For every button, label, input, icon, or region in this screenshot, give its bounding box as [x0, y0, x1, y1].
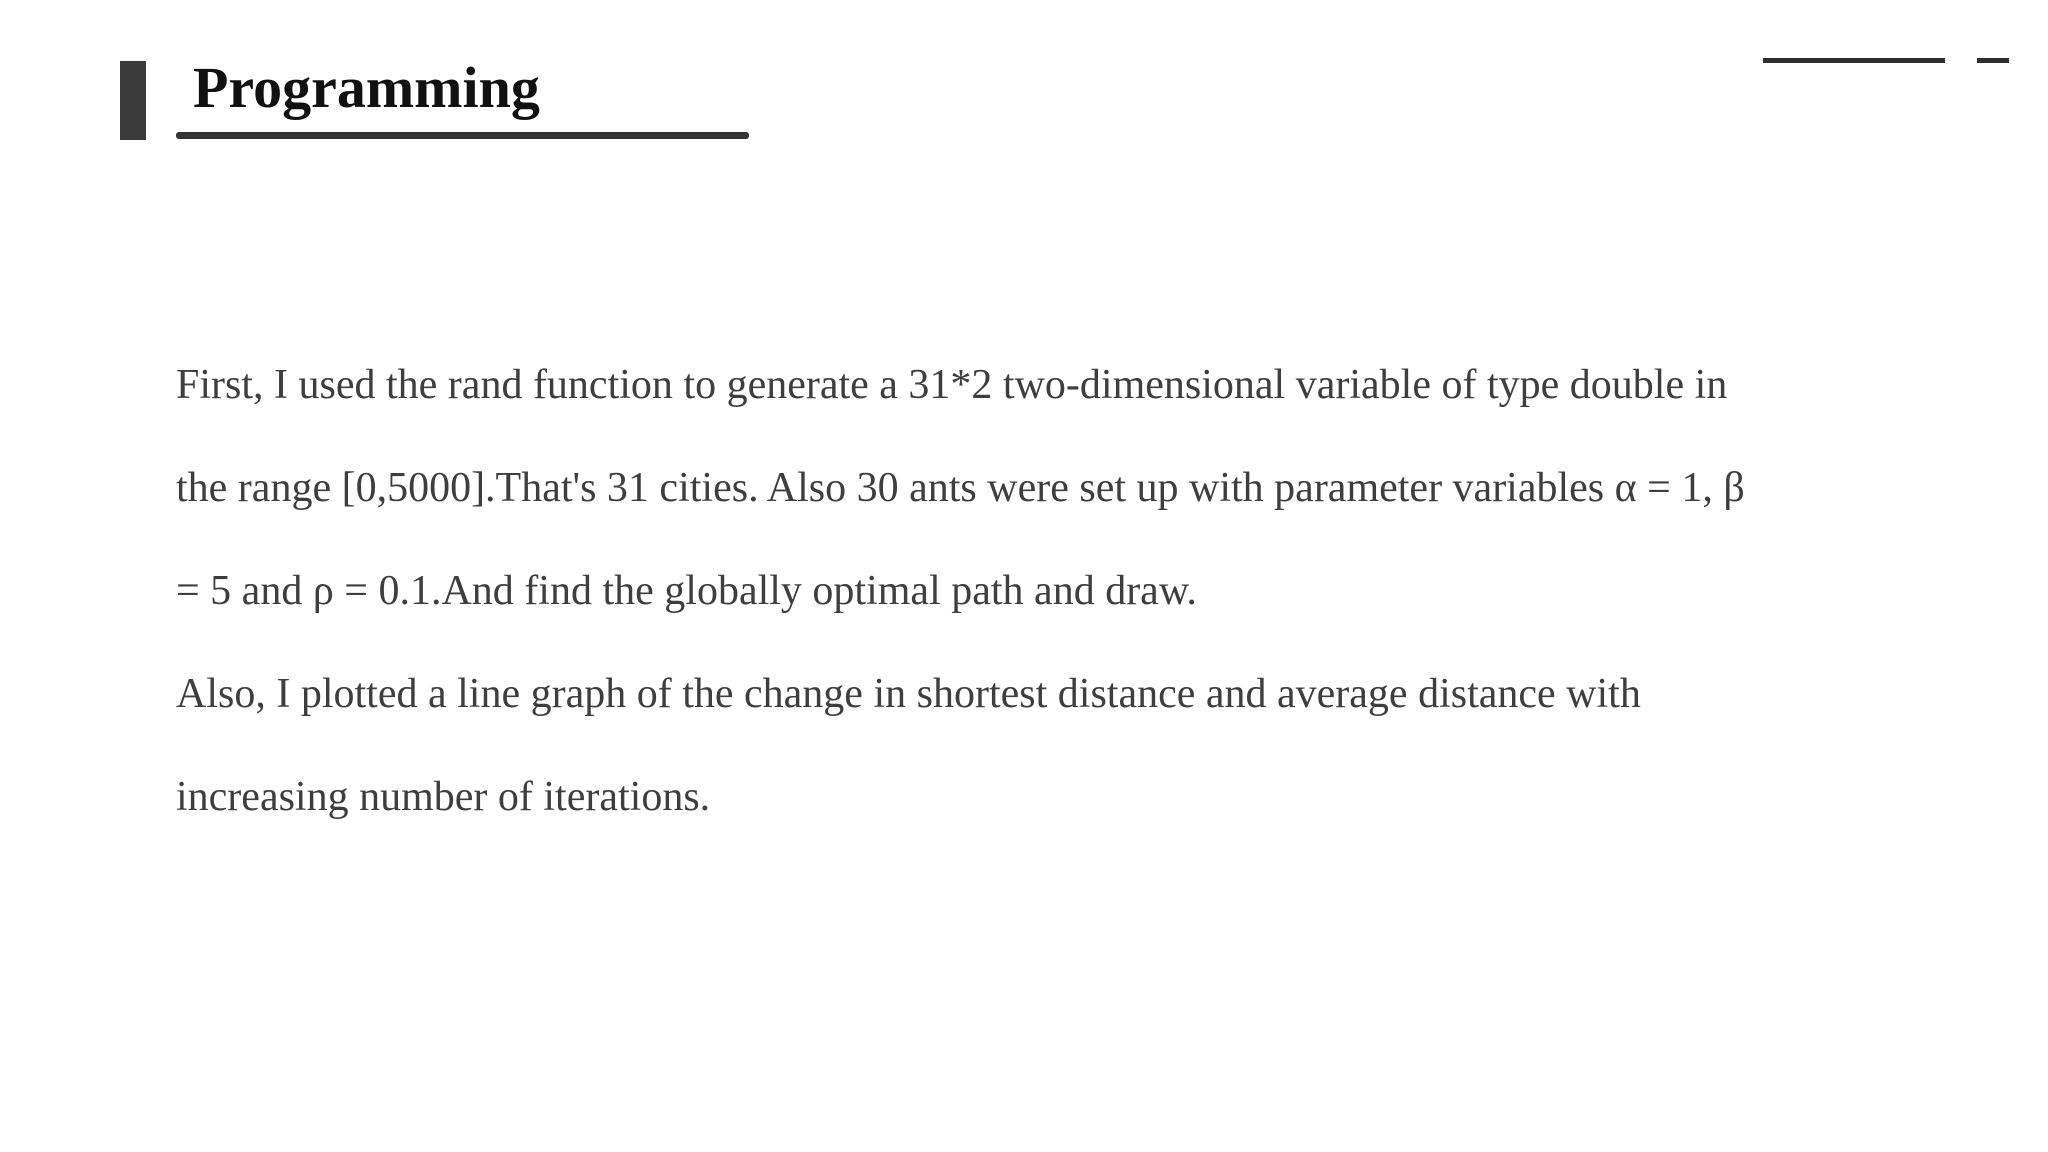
paragraph-2	[176, 643, 1816, 849]
paragraph-line: First, I used the rand function to generate a 31*2 two-dimensional variable of type double in	[176, 362, 1728, 408]
paragraph-line: the range [0,5000].That's 31 cities. Also 30 ants were set up with parameter variables α = 1, β	[176, 465, 1745, 511]
title-accent-bar	[120, 61, 146, 140]
decorative-line-short	[1977, 58, 2009, 63]
paragraph-1	[176, 334, 1816, 643]
paragraph-line: = 5 and ρ = 0.1.And find the globally optimal path and draw.	[176, 568, 1197, 614]
paragraph-line: Also, I plotted a line graph of the change in shortest distance and average distance with	[176, 671, 1641, 717]
title-underline	[176, 132, 749, 139]
slide-title: Programming	[193, 55, 540, 120]
slide-body	[176, 334, 1816, 849]
paragraph-line: increasing number of iterations.	[176, 774, 711, 820]
decorative-line-long	[1763, 58, 1945, 63]
